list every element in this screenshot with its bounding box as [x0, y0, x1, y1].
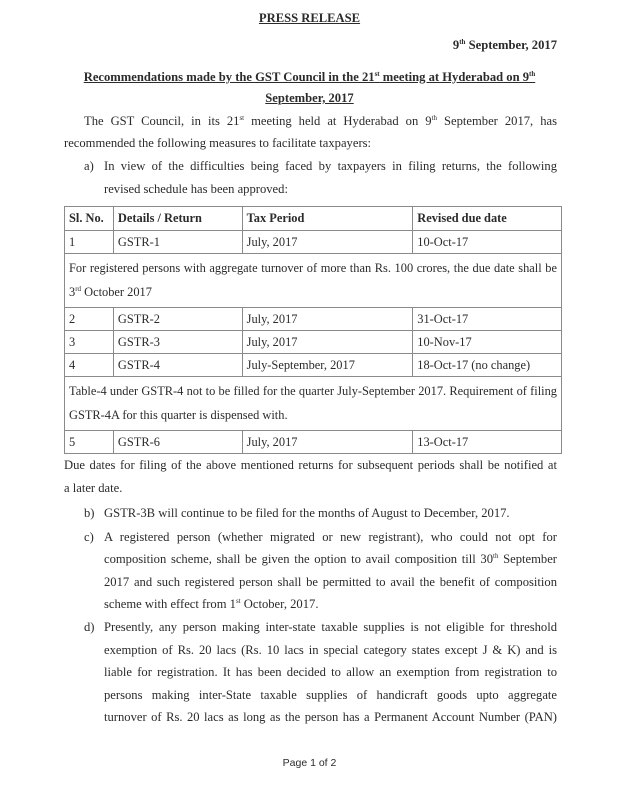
header-sl-no: Sl. No. — [65, 207, 114, 231]
item-a-line-1: In view of the difficulties being faced by taxpayers in filing returns, the following — [104, 159, 557, 173]
cell-return: GSTR-3 — [113, 331, 242, 354]
date-rest: September, 2017 — [465, 38, 557, 52]
item-c-line-4 — [104, 596, 318, 612]
header-due-date: Revised due date — [413, 207, 562, 231]
revised-schedule-table — [64, 206, 562, 454]
cell-due-date: 18-Oct-17 (no change) — [413, 354, 562, 377]
table-row — [65, 308, 562, 331]
item-a-label: a) — [84, 159, 94, 173]
item-d-line-1: Presently, any person making inter-state taxable supplies is not eligible for threshold — [104, 620, 557, 634]
cell-return: GSTR-6 — [113, 431, 242, 454]
item-c-text: October, 2017. — [240, 597, 319, 611]
cell-sl-no: 2 — [65, 308, 114, 331]
table-header-row — [65, 207, 562, 231]
heading-text: Recommendations made by the GST Council in the 21 — [83, 70, 375, 84]
date-sup: th — [459, 38, 466, 46]
heading-text: meeting at Hyderabad on 9 — [379, 70, 530, 84]
cell-tax-period: July, 2017 — [242, 431, 413, 454]
intro-sup: th — [431, 114, 438, 122]
header-details: Details / Return — [113, 207, 242, 231]
item-a-line-2: revised schedule has been approved: — [104, 182, 288, 196]
item-c-label: c) — [84, 530, 94, 544]
cell-sl-no: 1 — [65, 231, 114, 254]
table-note-row — [65, 377, 562, 431]
cell-tax-period: July, 2017 — [242, 308, 413, 331]
table-row — [65, 231, 562, 254]
cell-due-date: 31-Oct-17 — [413, 308, 562, 331]
cell-tax-period: July, 2017 — [242, 231, 413, 254]
cell-return: GSTR-2 — [113, 308, 242, 331]
item-c-line-3: 2017 and such registered person shall be permitted to avail the benefit of composition — [104, 575, 557, 589]
item-c-line-1: A registered person (whether migrated or new registrant), who could not opt for — [104, 530, 557, 544]
heading-sup: th — [529, 70, 536, 78]
item-c-text: scheme with effect from 1 — [104, 597, 236, 611]
item-d-line-3: liable for registration. It has been decided to allow an exemption from registration to — [104, 665, 557, 679]
after-table-line-1: Due dates for filing of the above mentioned returns for subsequent periods shall be notified at — [64, 458, 557, 472]
table-row — [65, 354, 562, 377]
item-c-line-2 — [104, 551, 557, 567]
item-b-label: b) — [84, 506, 95, 520]
after-table-line-2: a later date. — [64, 481, 123, 495]
intro-sup: st — [239, 114, 245, 122]
cell-return: GSTR-1 — [113, 231, 242, 254]
note-cell — [65, 254, 562, 308]
item-d-line-5: turnover of Rs. 20 lacs as long as the person has a Permanent Account Number (PAN) — [104, 710, 557, 724]
intro-line-1 — [84, 113, 557, 129]
item-d-line-2: exemption of Rs. 20 lacs (Rs. 10 lacs in special category states except J & K) and is — [104, 643, 557, 657]
cell-sl-no: 3 — [65, 331, 114, 354]
cell-due-date: 10-Oct-17 — [413, 231, 562, 254]
note-text: October 2017 — [81, 285, 152, 299]
item-c-text: composition scheme, shall be given the option to avail composition till 30 — [104, 552, 493, 566]
item-b-line-1: GSTR-3B will continue to be filed for the months of August to December, 2017. — [104, 506, 510, 520]
note-text: For registered persons with aggregate turnover of more than Rs. 100 crores, the due date shall be 3 — [69, 261, 557, 299]
header-tax-period: Tax Period — [242, 207, 413, 231]
intro-line-2: recommended the following measures to facilitate taxpayers: — [64, 136, 372, 150]
intro-text: meeting held at Hyderabad on 9 — [244, 114, 432, 128]
item-c-sup: th — [493, 552, 499, 560]
page-number: Page 1 of 2 — [282, 757, 337, 769]
note-cell: Table-4 under GSTR-4 not to be filled for the quarter July-September 2017. Requirement of filing GSTR-4A for this quarter is dispensed with. — [65, 377, 562, 431]
cell-tax-period: July-September, 2017 — [242, 354, 413, 377]
intro-text: September 2017, has — [437, 114, 557, 128]
cell-due-date: 13-Oct-17 — [413, 431, 562, 454]
heading-line-1 — [0, 69, 619, 85]
cell-due-date: 10-Nov-17 — [413, 331, 562, 354]
release-date — [453, 37, 557, 53]
table-row — [65, 431, 562, 454]
document-title: PRESS RELEASE — [258, 11, 361, 25]
table-row — [65, 331, 562, 354]
item-c-sup: st — [235, 597, 241, 605]
date-day: 9 — [452, 38, 460, 52]
heading-line-2: September, 2017 — [265, 91, 354, 105]
heading-sup: st — [374, 70, 380, 78]
cell-tax-period: July, 2017 — [242, 331, 413, 354]
note-sup: rd — [75, 285, 82, 293]
table-note-row — [65, 254, 562, 308]
cell-sl-no: 4 — [65, 354, 114, 377]
item-c-text: September — [498, 552, 557, 566]
cell-return: GSTR-4 — [113, 354, 242, 377]
item-d-line-4: persons making inter-State taxable supplies of handicraft goods upto aggregate — [104, 688, 557, 702]
cell-sl-no: 5 — [65, 431, 114, 454]
intro-text: The GST Council, in its 21 — [84, 114, 240, 128]
item-d-label: d) — [84, 620, 95, 634]
